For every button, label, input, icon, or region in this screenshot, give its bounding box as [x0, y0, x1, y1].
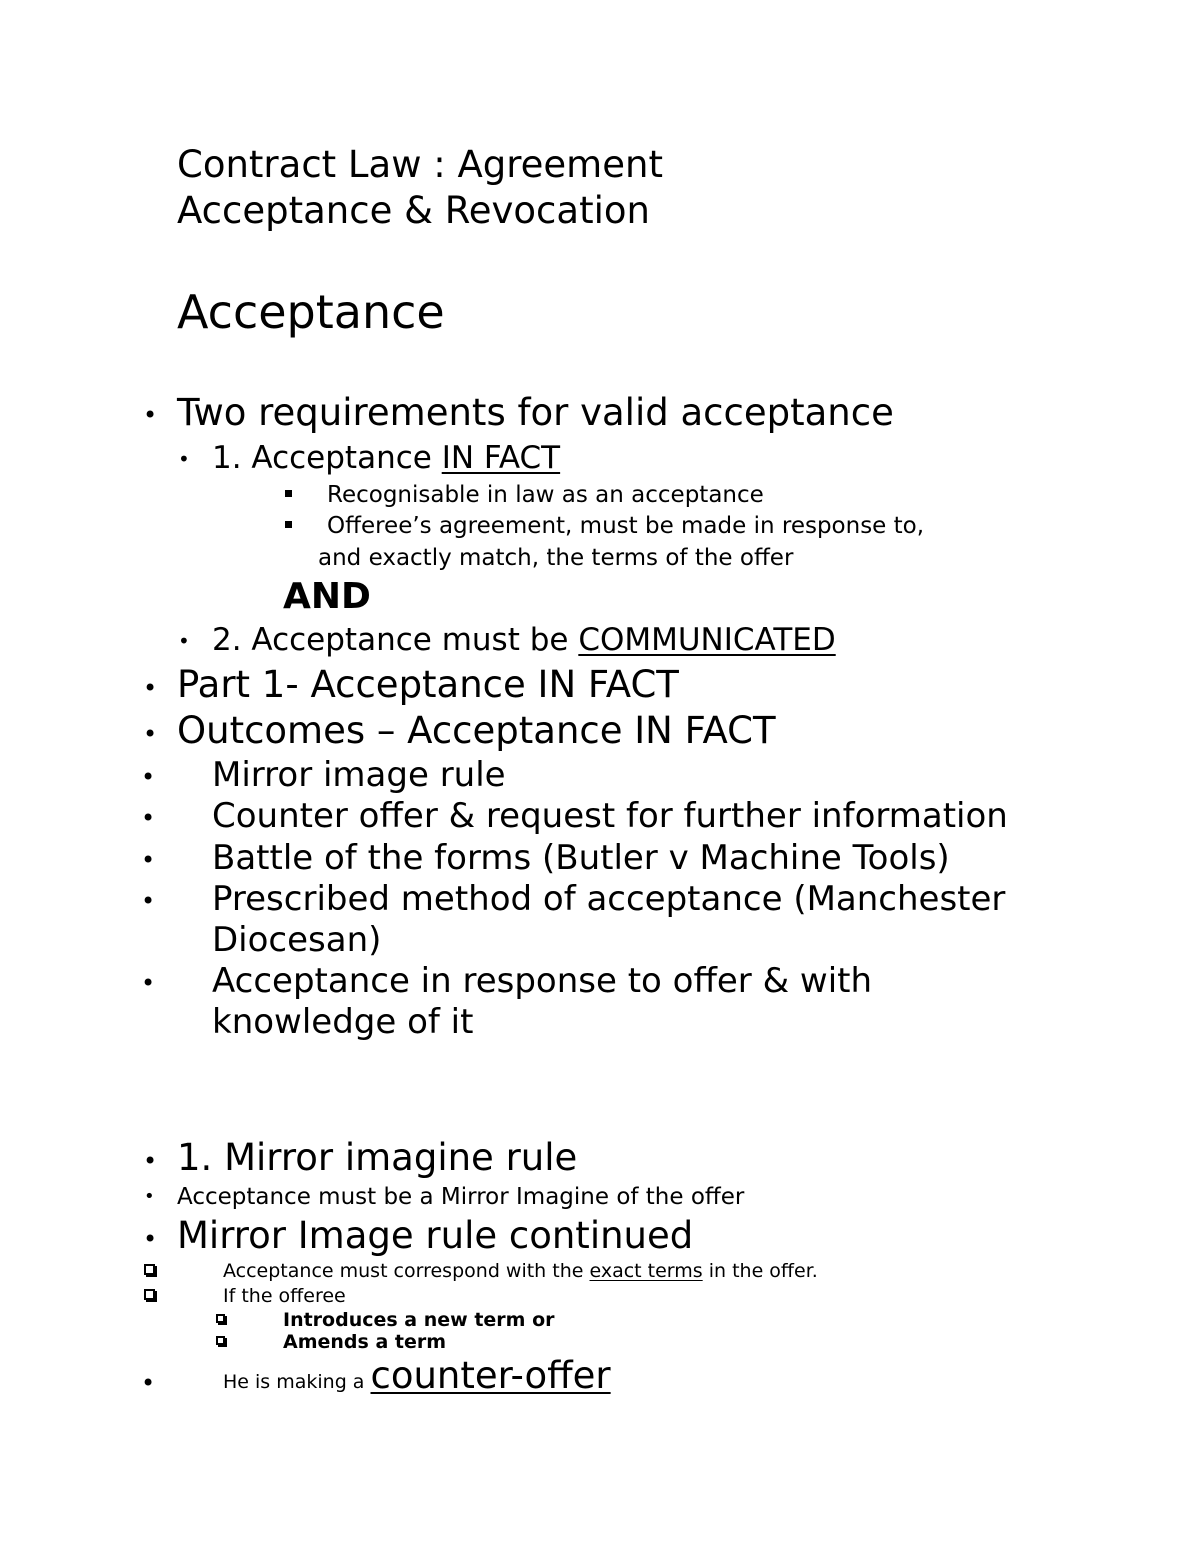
outcome-item: Mirror image rule — [212, 755, 506, 795]
bullet-icon: • — [141, 969, 156, 997]
outcome-item: Counter offer & request for further information — [212, 796, 1008, 836]
mirror-option-2: Amends a term — [283, 1331, 447, 1353]
requirement-2-prefix: 2. Acceptance must be — [212, 622, 579, 658]
checkbox-bullet-icon — [144, 1289, 155, 1300]
bullet-icon: • — [178, 447, 190, 471]
bullet-icon: • — [143, 720, 158, 748]
mirror-rule-sub: Acceptance must be a Mirror Imagine of the offer — [177, 1184, 745, 1210]
mirror-option-1: Introduces a new term or — [283, 1309, 555, 1331]
mirror-point-1-emphasis: exact terms — [589, 1260, 703, 1282]
outcome-item: Battle of the forms (Butler v Machine Tools) — [212, 838, 950, 878]
outcome-item: Acceptance in response to offer & with — [212, 961, 873, 1001]
mirror-rule-continued-heading: Mirror Image rule continued — [177, 1214, 694, 1257]
outcomes-heading: Outcomes – Acceptance IN FACT — [177, 709, 776, 752]
requirement-1-prefix: 1. Acceptance — [212, 440, 442, 476]
requirements-heading: Two requirements for valid acceptance — [177, 391, 894, 434]
bullet-icon: • — [143, 1225, 158, 1253]
bullet-icon: • — [141, 763, 156, 791]
requirement-2 — [212, 621, 836, 659]
outcome-item-cont: Diocesan) — [212, 920, 382, 960]
bullet-icon: • — [144, 1186, 155, 1207]
mirror-rule-heading: 1. Mirror imagine rule — [177, 1136, 578, 1179]
title-line-1: Contract Law : Agreement — [177, 143, 663, 186]
connector-and: AND — [283, 576, 371, 617]
bullet-icon: • — [141, 846, 156, 874]
outcome-item-cont: knowledge of it — [212, 1002, 474, 1042]
requirement-2-emphasis: COMMUNICATED — [578, 622, 836, 658]
bullet-icon: • — [178, 629, 190, 653]
checkbox-bullet-icon — [216, 1314, 225, 1323]
mirror-conclusion-emphasis: counter-offer — [370, 1354, 611, 1397]
bullet-icon: • — [143, 1147, 158, 1175]
document-title — [177, 142, 663, 234]
square-bullet-icon — [285, 521, 292, 528]
bullet-icon: • — [141, 1369, 156, 1397]
bullet-icon: • — [143, 674, 158, 702]
requirement-1-emphasis: IN FACT — [441, 440, 561, 476]
part-1-heading: Part 1- Acceptance IN FACT — [177, 663, 679, 706]
bullet-icon: • — [141, 887, 156, 915]
checkbox-bullet-icon — [216, 1336, 225, 1345]
checkbox-bullet-icon — [144, 1264, 155, 1275]
mirror-conclusion — [223, 1352, 611, 1407]
title-line-2: Acceptance & Revocation — [177, 189, 650, 232]
mirror-point-1-prefix: Acceptance must correspond with the — [223, 1260, 590, 1282]
mirror-point-2: If the offeree — [223, 1285, 346, 1307]
requirement-1-sub-2: Offeree’s agreement, must be made in response to, — [327, 513, 925, 539]
outcome-item: Prescribed method of acceptance (Manchester — [212, 879, 1006, 919]
requirement-1-sub-1: Recognisable in law as an acceptance — [327, 482, 764, 508]
requirement-1 — [212, 439, 560, 477]
mirror-conclusion-prefix: He is making a — [223, 1371, 371, 1393]
requirement-1-sub-2-cont: and exactly match, the terms of the offer — [318, 545, 794, 571]
bullet-icon: • — [143, 401, 158, 429]
bullet-icon: • — [141, 804, 156, 832]
section-heading: Acceptance — [177, 285, 445, 339]
mirror-point-1 — [223, 1258, 818, 1284]
square-bullet-icon — [285, 490, 292, 497]
mirror-point-1-suffix: in the offer. — [702, 1260, 818, 1282]
